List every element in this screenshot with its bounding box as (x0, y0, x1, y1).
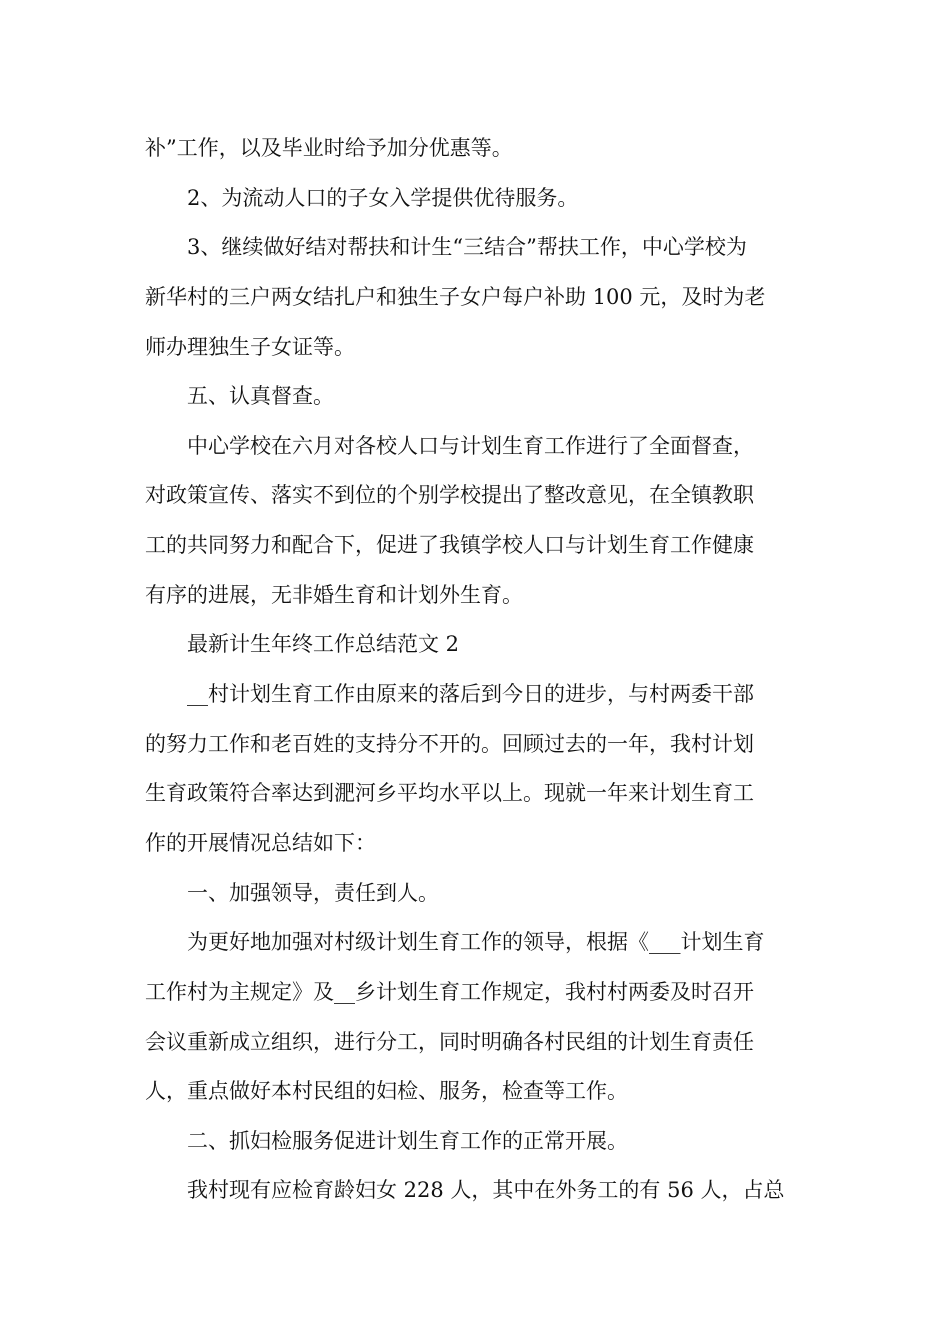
article-title: 最新计生年终工作总结范文 2 (187, 632, 460, 657)
text-line: 新华村的三户两女结扎户和独生子女户每户补助 100 元，及时为老 (145, 284, 766, 309)
text-line: 作的开展情况总结如下： (145, 830, 376, 855)
text-line: 的努力工作和老百姓的支持分不开的。回顾过去的一年，我村计划 (145, 731, 754, 756)
text-line: 2、为流动人口的子女入学提供优待服务。 (187, 185, 579, 210)
text-line: 对政策宣传、落实不到位的个别学校提出了整改意见，在全镇教职 (145, 483, 754, 508)
text-line: 人，重点做好本村民组的妇检、服务，检查等工作。 (145, 1079, 628, 1104)
section-heading: 一、加强领导，责任到人。 (187, 880, 439, 905)
text-line: 工的共同努力和配合下，促进了我镇学校人口与计划生育工作健康 (145, 533, 754, 558)
text-line: 我村现有应检育龄妇女 228 人，其中在外务工的有 56 人，占总 (187, 1178, 785, 1203)
text-line: 有序的进展，无非婚生育和计划外生育。 (145, 582, 523, 607)
text-line: 中心学校在六月对各校人口与计划生育工作进行了全面督查， (187, 433, 754, 458)
text-line: 补”工作，以及毕业时给予加分优惠等。 (145, 136, 513, 160)
text-line: 生育政策符合率达到淝河乡平均水平以上。现就一年来计划生育工 (145, 781, 754, 806)
text-line: 会议重新成立组织，进行分工，同时明确各村民组的计划生育责任 (145, 1029, 754, 1054)
section-heading: 二、抓妇检服务促进计划生育工作的正常开展。 (187, 1128, 628, 1153)
text-line: 为更好地加强对村级计划生育工作的领导，根据《___计划生育 (187, 930, 765, 955)
section-heading: 五、认真督查。 (187, 384, 334, 409)
text-line: 3、继续做好结对帮扶和计生“三结合”帮扶工作，中心学校为 (187, 235, 747, 260)
text-line: __村计划生育工作由原来的落后到今日的进步，与村两委干部 (187, 682, 754, 707)
text-line: 工作村为主规定》及__乡计划生育工作规定，我村村两委及时召开 (145, 979, 754, 1004)
document-page (145, 124, 807, 1216)
text-line: 师办理独生子女证等。 (145, 334, 355, 359)
